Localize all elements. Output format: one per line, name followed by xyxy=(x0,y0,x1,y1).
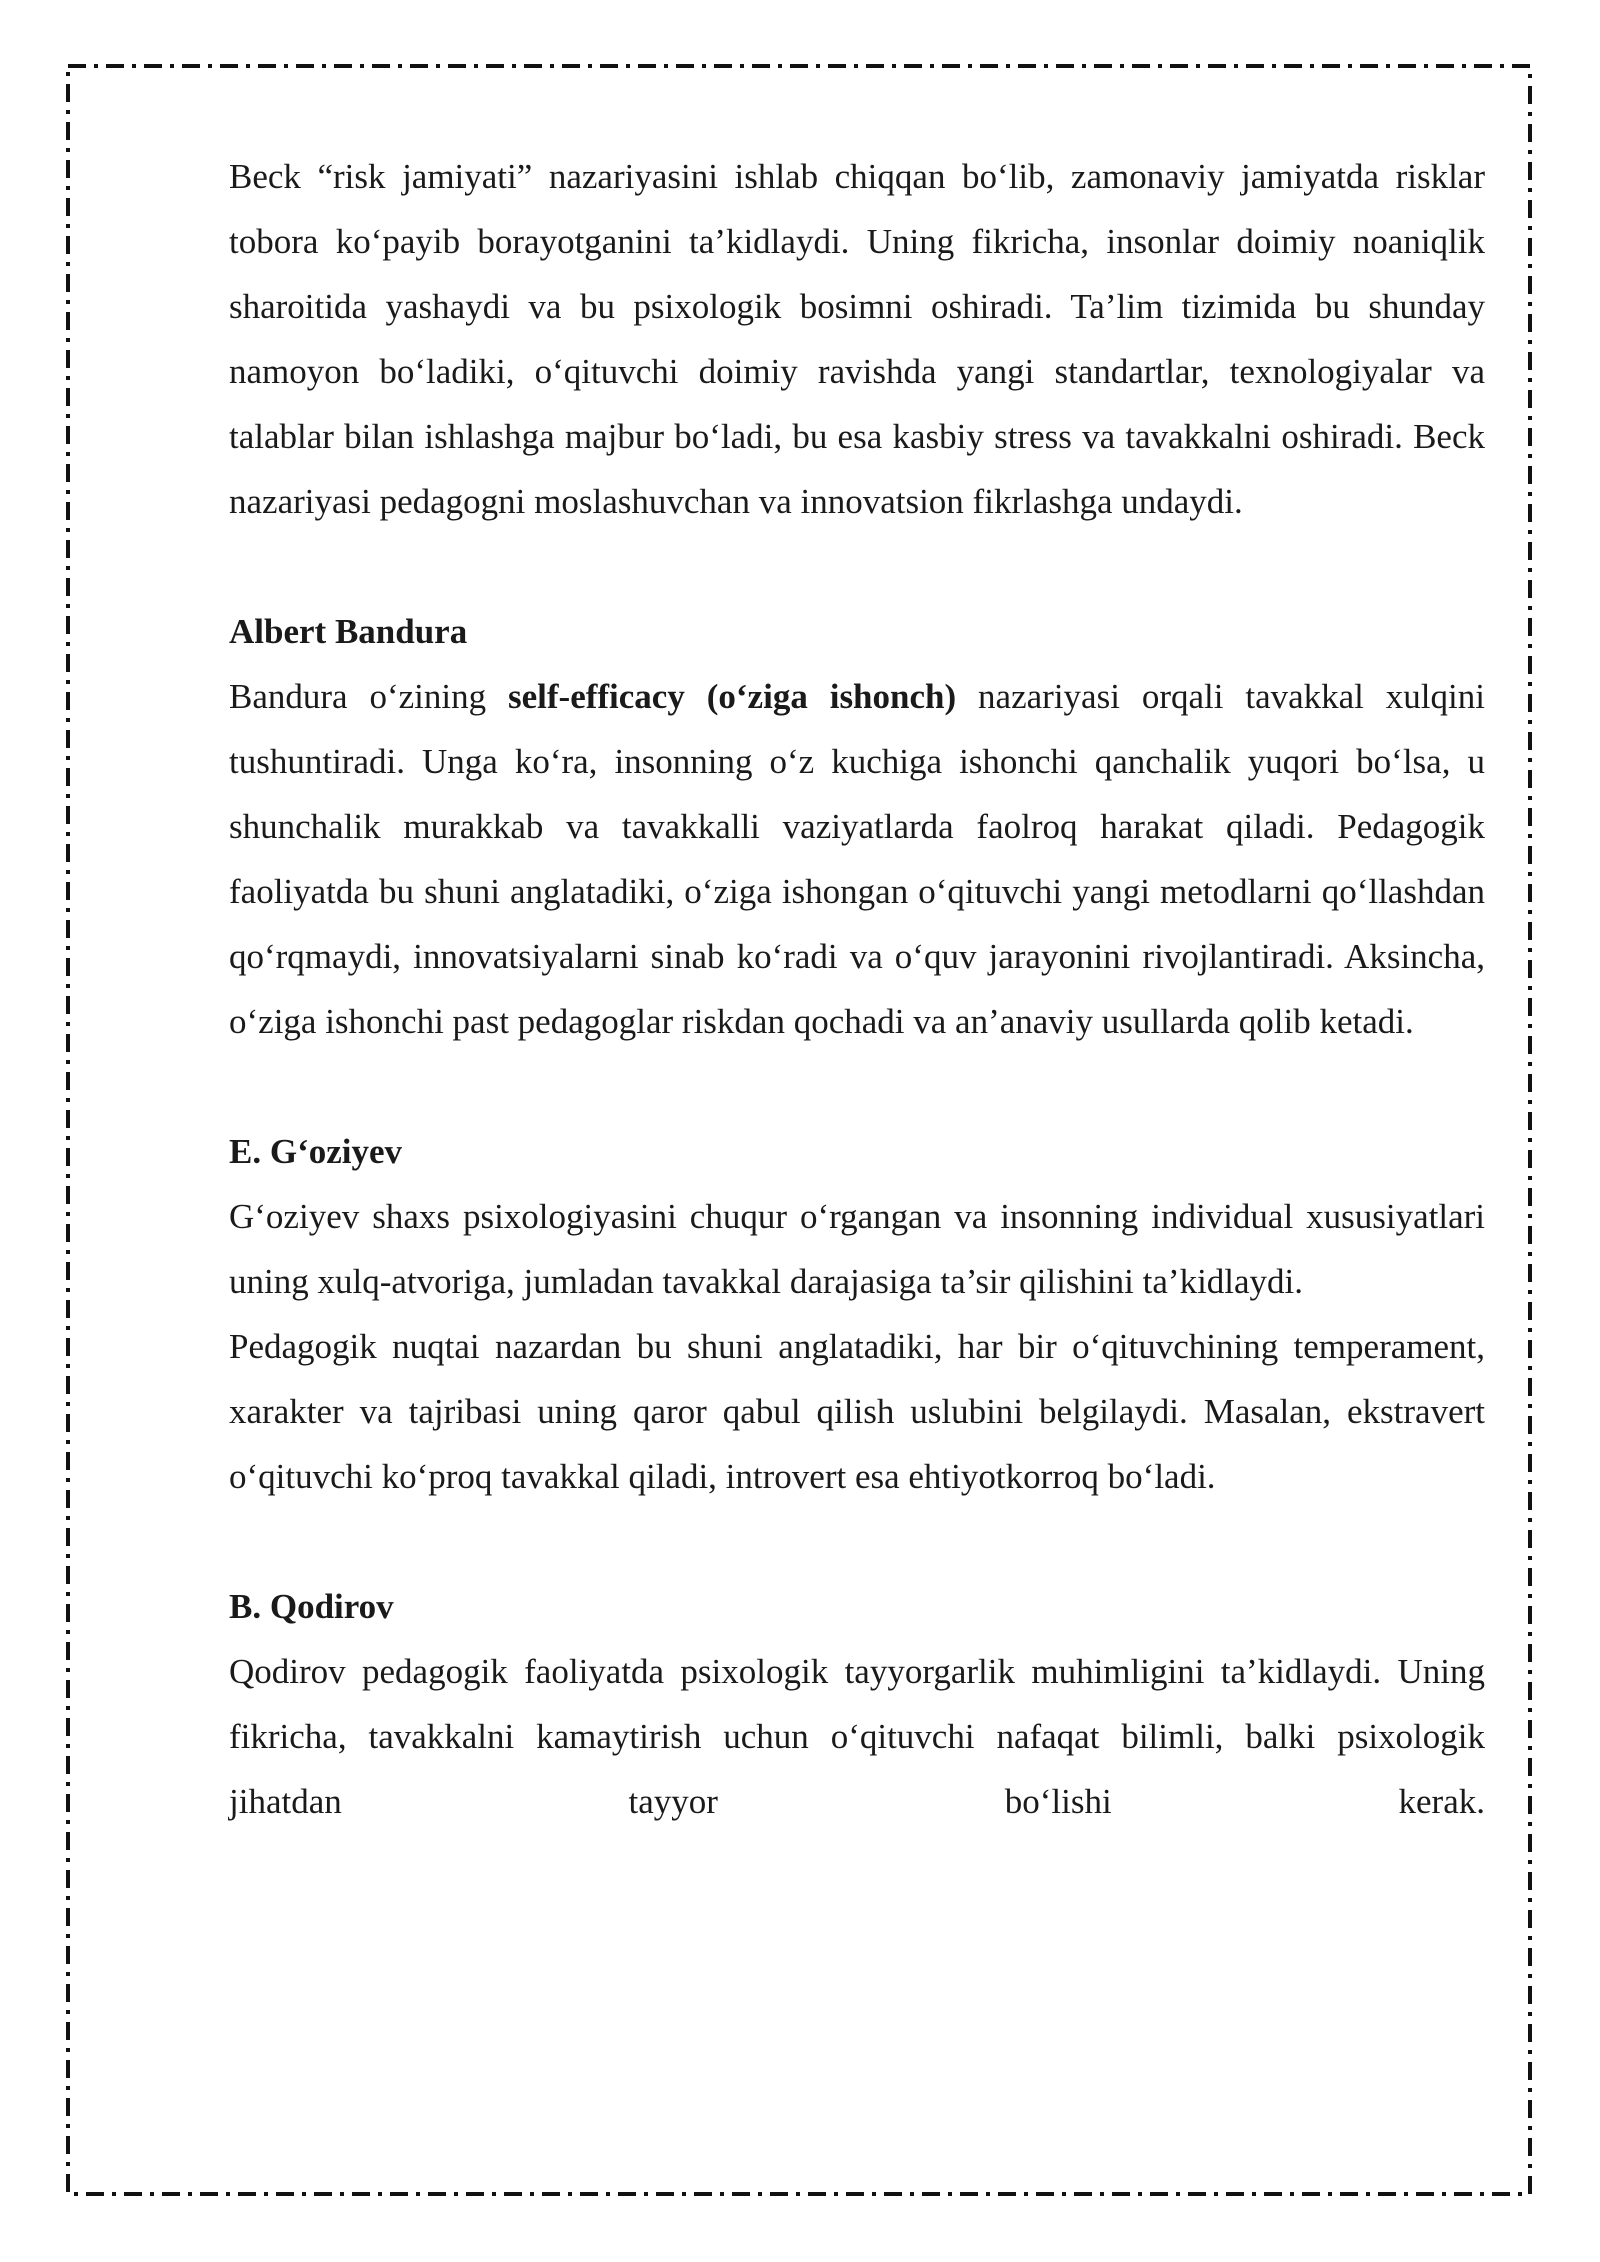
section-gap xyxy=(229,1054,1485,1119)
section-gap xyxy=(229,1509,1485,1574)
bandura-paragraph xyxy=(229,664,1485,1054)
goziyev-paragraph-1: G‘oziyev shaxs psixologiyasini chuqur o‘rgangan va insonning individual xususiyatlari uning xulq-atvoriga, jumladan tavakkal darajasiga ta’sir qilishini ta’kidlaydi. xyxy=(229,1197,1485,1301)
document-body xyxy=(229,144,1485,1834)
goziyev-paragraph-2: Pedagogik nuqtai nazardan bu shuni anglatadiki, har bir o‘qituvchining temperament, xarakter va tajribasi uning qaror qabul qilish uslubini belgilaydi. Masalan, ekstravert o‘qituvchi ko‘proq tavakkal qiladi, introvert esa ehtiyotkorroq bo‘ladi. xyxy=(229,1327,1485,1496)
beck-paragraph: Beck “risk jamiyati” nazariyasini ishlab chiqqan bo‘lib, zamonaviy jamiyatda risklar tobora ko‘payib borayotganini ta’kidlaydi. Uning fikricha, insonlar doimiy noaniqlik sharoitida yashaydi va bu psixologik bosimni oshiradi. Ta’lim tizimida bu shunday namoyon bo‘ladiki, o‘qituvchi doimiy ravishda yangi standartlar, texnologiyalar va talablar bilan ishlashga majbur bo‘ladi, bu esa kasbiy stress va tavakkalni oshiradi. Beck nazariyasi pedagogni moslashuvchan va innovatsion fikrlashga undaydi. xyxy=(229,157,1485,521)
qodirov-heading: B. Qodirov xyxy=(229,1587,394,1626)
section-gap xyxy=(229,534,1485,599)
self-efficacy-term: self-efficacy (o‘ziga ishonch) xyxy=(508,677,957,716)
bandura-heading: Albert Bandura xyxy=(229,612,468,651)
bandura-text-rest: nazariyasi orqali tavakkal xulqini tushuntiradi. Unga ko‘ra, insonning o‘z kuchiga ishonchi qanchalik yuqori bo‘lsa, u shunchalik murakkab va tavakkalli vaziyatlarda faolroq harakat qiladi. Pedagogik faoliyatda bu shuni anglatadiki, o‘ziga ishongan o‘qituvchi yangi metodlarni qo‘llashdan qo‘rqmaydi, innovatsiyalarni sinab ko‘radi va o‘quv jarayonini rivojlantiradi. Aksincha, o‘ziga ishonchi past pedagoglar riskdan qochadi va an’anaviy usullarda qolib ketadi. xyxy=(229,677,1485,1041)
goziyev-heading: E. G‘oziyev xyxy=(229,1132,403,1171)
bandura-text-start: Bandura o‘zining xyxy=(229,677,509,716)
qodirov-paragraph: Qodirov pedagogik faoliyatda psixologik tayyorgarlik muhimligini ta’kidlaydi. Uning fikricha, tavakkalni kamaytirish uchun o‘qituvchi nafaqat bilimli, balki psixologik jihatdan tayyor bo‘lishi kerak. xyxy=(229,1652,1485,1821)
